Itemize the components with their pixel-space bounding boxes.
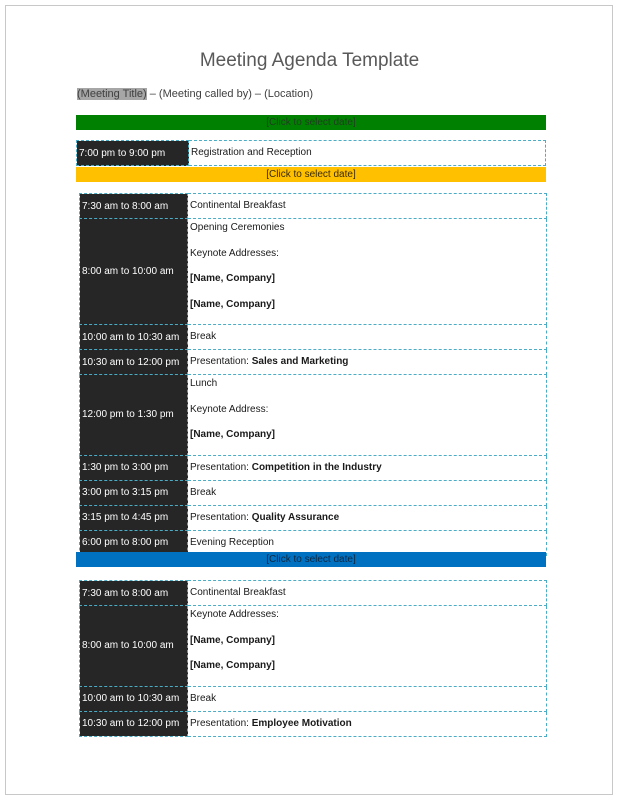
agenda-description[interactable] <box>188 480 547 505</box>
agenda-time[interactable]: 1:30 pm to 3:00 pm <box>80 455 188 480</box>
date-label: [Click to select date] <box>266 117 356 128</box>
agenda-description[interactable] <box>188 505 547 530</box>
agenda-row <box>80 375 547 456</box>
agenda-text: Keynote Address: <box>190 403 269 415</box>
date-picker-day-2[interactable] <box>76 167 546 182</box>
date-label: [Click to select date] <box>266 169 356 180</box>
agenda-description[interactable] <box>188 606 547 687</box>
agenda-bold-text: Quality Assurance <box>251 511 340 523</box>
agenda-text: Opening Ceremonies <box>190 222 285 233</box>
agenda-line <box>190 587 544 598</box>
agenda-text: Break <box>190 331 217 342</box>
agenda-description[interactable] <box>188 455 547 480</box>
agenda-bold-text: [Name, Company] <box>190 634 276 646</box>
agenda-text: Break <box>190 692 217 704</box>
agenda-row <box>80 219 547 325</box>
agenda-line <box>190 462 544 473</box>
agenda-time[interactable]: 8:00 am to 10:00 am <box>80 606 188 687</box>
agenda-line <box>190 537 544 548</box>
agenda-description[interactable] <box>188 219 547 325</box>
agenda-line <box>190 222 544 248</box>
agenda-row <box>80 711 547 736</box>
agenda-line <box>190 248 544 274</box>
agenda-table-day-1 <box>76 140 546 166</box>
agenda-time[interactable]: 10:30 am to 12:00 pm <box>80 350 188 375</box>
agenda-line <box>190 635 544 661</box>
agenda-line <box>190 299 544 325</box>
agenda-row <box>80 505 547 530</box>
agenda-table-day-2 <box>79 193 547 556</box>
agenda-line <box>190 273 544 299</box>
agenda-bold-text: [Name, Company] <box>190 298 276 310</box>
date-picker-day-1[interactable] <box>76 115 546 130</box>
agenda-line <box>190 660 544 686</box>
agenda-bold-text: [Name, Company] <box>190 429 276 440</box>
agenda-text: Presentation: <box>190 717 252 729</box>
agenda-line <box>190 693 544 704</box>
agenda-time[interactable]: 6:00 pm to 8:00 pm <box>80 530 188 555</box>
agenda-time[interactable]: 3:15 pm to 4:45 pm <box>80 505 188 530</box>
agenda-row <box>80 325 547 350</box>
agenda-time[interactable]: 8:00 am to 10:00 am <box>80 219 188 325</box>
agenda-line <box>190 609 544 635</box>
agenda-bold-text: Sales and Marketing <box>251 356 349 367</box>
agenda-description[interactable] <box>188 325 547 350</box>
agenda-description[interactable] <box>188 350 547 375</box>
agenda-description[interactable] <box>188 375 547 456</box>
agenda-line <box>191 147 543 158</box>
agenda-time[interactable]: 10:00 am to 10:30 am <box>80 325 188 350</box>
agenda-row <box>80 194 547 219</box>
agenda-row <box>80 455 547 480</box>
agenda-row <box>80 606 547 687</box>
agenda-description[interactable] <box>188 581 547 606</box>
agenda-description[interactable] <box>188 711 547 736</box>
agenda-bold-text: Employee Motivation <box>251 717 352 729</box>
agenda-text: Presentation: <box>190 461 252 473</box>
agenda-time[interactable]: 10:30 am to 12:00 pm <box>80 711 188 736</box>
agenda-time[interactable]: 7:30 am to 8:00 am <box>80 581 188 606</box>
agenda-text: Continental Breakfast <box>190 200 286 211</box>
agenda-time[interactable]: 7:00 pm to 9:00 pm <box>77 141 189 166</box>
agenda-description[interactable] <box>188 194 547 219</box>
agenda-time[interactable]: 3:00 pm to 3:15 pm <box>80 480 188 505</box>
agenda-line <box>190 200 544 211</box>
date-picker-day-3[interactable] <box>76 552 546 567</box>
agenda-text: Registration and Reception <box>191 147 312 158</box>
agenda-bold-text: Competition in the Industry <box>251 461 382 473</box>
date-label: [Click to select date] <box>266 554 356 565</box>
meeting-details: – (Meeting called by) – (Location) <box>146 88 314 100</box>
document-title: Meeting Agenda Template <box>199 50 420 71</box>
agenda-description[interactable] <box>188 686 547 711</box>
meeting-info-line <box>77 88 313 100</box>
agenda-text: Break <box>190 486 217 498</box>
agenda-text: Presentation: <box>190 511 252 523</box>
agenda-text: Continental Breakfast <box>190 587 286 598</box>
agenda-text: Keynote Addresses: <box>190 609 279 620</box>
agenda-description[interactable] <box>189 141 546 166</box>
agenda-row <box>77 141 546 166</box>
agenda-time[interactable]: 10:00 am to 10:30 am <box>80 686 188 711</box>
agenda-row <box>80 581 547 606</box>
agenda-line <box>190 404 544 430</box>
agenda-text: Presentation: <box>190 356 252 367</box>
agenda-text: Evening Reception <box>190 536 274 548</box>
agenda-line <box>190 378 544 404</box>
agenda-row <box>80 686 547 711</box>
agenda-line <box>190 512 544 523</box>
agenda-time[interactable]: 7:30 am to 8:00 am <box>80 194 188 219</box>
meeting-title-field[interactable]: (Meeting Title) <box>77 88 147 100</box>
agenda-line <box>190 356 544 367</box>
agenda-line <box>190 487 544 498</box>
agenda-line <box>190 331 544 342</box>
agenda-bold-text: [Name, Company] <box>190 273 276 284</box>
agenda-row <box>80 480 547 505</box>
agenda-row <box>80 350 547 375</box>
agenda-text: Keynote Addresses: <box>190 247 279 259</box>
agenda-table-day-3 <box>79 580 547 737</box>
agenda-text: Lunch <box>190 378 218 389</box>
agenda-time[interactable]: 12:00 pm to 1:30 pm <box>80 375 188 456</box>
agenda-bold-text: [Name, Company] <box>190 660 276 671</box>
agenda-line <box>190 718 544 729</box>
agenda-line <box>190 429 544 455</box>
